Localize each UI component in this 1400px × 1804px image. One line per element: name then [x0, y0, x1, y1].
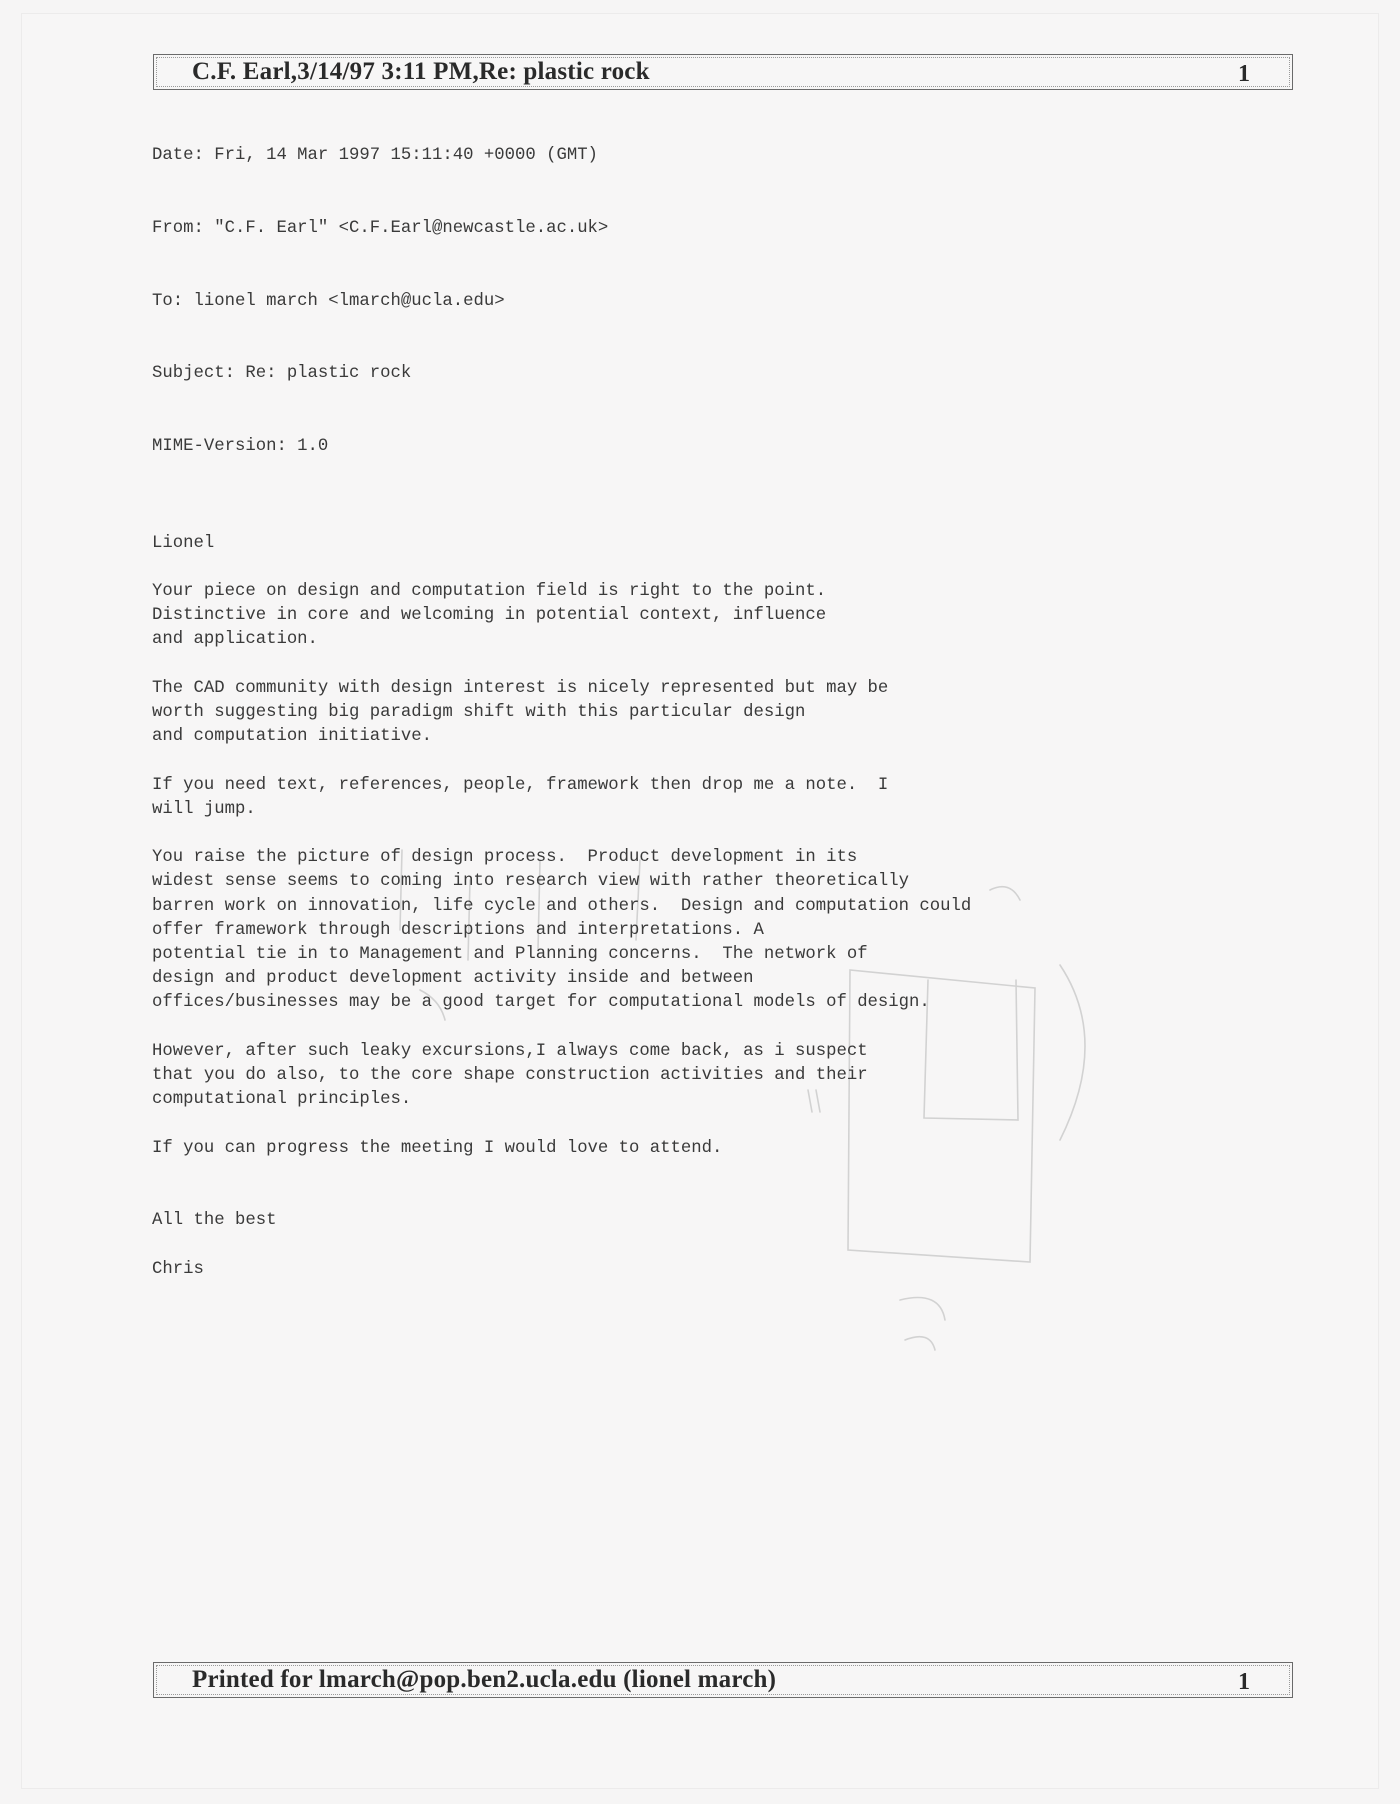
email-body-line: will jump. [152, 799, 256, 819]
email-body-line: Distinctive in core and welcoming in potential context, influence [152, 606, 827, 626]
email-body-line [152, 1233, 1152, 1257]
email-header-date: Date: Fri, 14 Mar 1997 15:11:40 +0000 (GMT) [152, 146, 598, 166]
email-body-line: potential tie in to Management and Planning concerns. The network of [152, 945, 868, 965]
email-body-line: that you do also, to the core shape construction activities and their [152, 1066, 868, 1086]
footer-bar [153, 1662, 1293, 1698]
email-body-line: The CAD community with design interest is nicely represented but may be [152, 678, 889, 698]
email-body-line: computational principles. [152, 1090, 412, 1110]
email-body-line: and application. [152, 630, 318, 650]
email-body-line [152, 1161, 1152, 1185]
email-body-line [152, 822, 1152, 846]
header-title: C.F. Earl,3/14/97 3:11 PM,Re: plastic rock [192, 58, 650, 85]
email-body-line: If you need text, references, people, framework then drop me a note. I [152, 775, 889, 795]
email-body [152, 507, 1152, 1281]
email-body-line [152, 749, 1152, 773]
email-body-line: worth suggesting big paradigm shift with this particular design [152, 703, 806, 723]
footer-page-number: 1 [1238, 1669, 1250, 1695]
email-header-subject: Subject: Re: plastic rock [152, 364, 412, 384]
email-body-line: Lionel [152, 533, 215, 553]
email-body-line: However, after such leaky excursions,I always come back, as i suspect [152, 1041, 868, 1061]
email-body-line: Chris [152, 1259, 204, 1279]
email-content [152, 96, 1152, 1330]
email-body-line: All the best [152, 1211, 277, 1231]
email-header-from: From: "C.F. Earl" <C.F.Earl@newcastle.ac.uk> [152, 219, 609, 239]
email-body-line [152, 653, 1152, 677]
email-body-line [152, 1185, 1152, 1209]
email-body-line [152, 507, 1152, 531]
email-body-line: design and product development activity inside and between [152, 969, 754, 989]
email-body-line: Your piece on design and computation field is right to the point. [152, 582, 827, 602]
email-body-line: barren work on innovation, life cycle and others. Design and computation could [152, 896, 972, 916]
email-header-to: To: lionel march <lmarch@ucla.edu> [152, 291, 505, 311]
email-header-mime: MIME-Version: 1.0 [152, 436, 329, 456]
email-body-line: widest sense seems to coming into research view with rather theoretically [152, 872, 910, 892]
email-body-line: You raise the picture of design process. Product development in its [152, 848, 858, 868]
email-body-line [152, 1112, 1152, 1136]
email-body-line: and computation initiative. [152, 727, 433, 747]
email-body-line [152, 556, 1152, 580]
header-page-number: 1 [1238, 61, 1250, 87]
email-body-line: If you can progress the meeting I would love to attend. [152, 1138, 723, 1158]
email-body-line: offices/businesses may be a good target for computational models of design. [152, 993, 930, 1013]
email-body-line [152, 1016, 1152, 1040]
header-bar [153, 54, 1293, 90]
email-body-line: offer framework through descriptions and interpretations. A [152, 920, 764, 940]
footer-title: Printed for lmarch@pop.ben2.ucla.edu (lionel march) [192, 1666, 777, 1693]
